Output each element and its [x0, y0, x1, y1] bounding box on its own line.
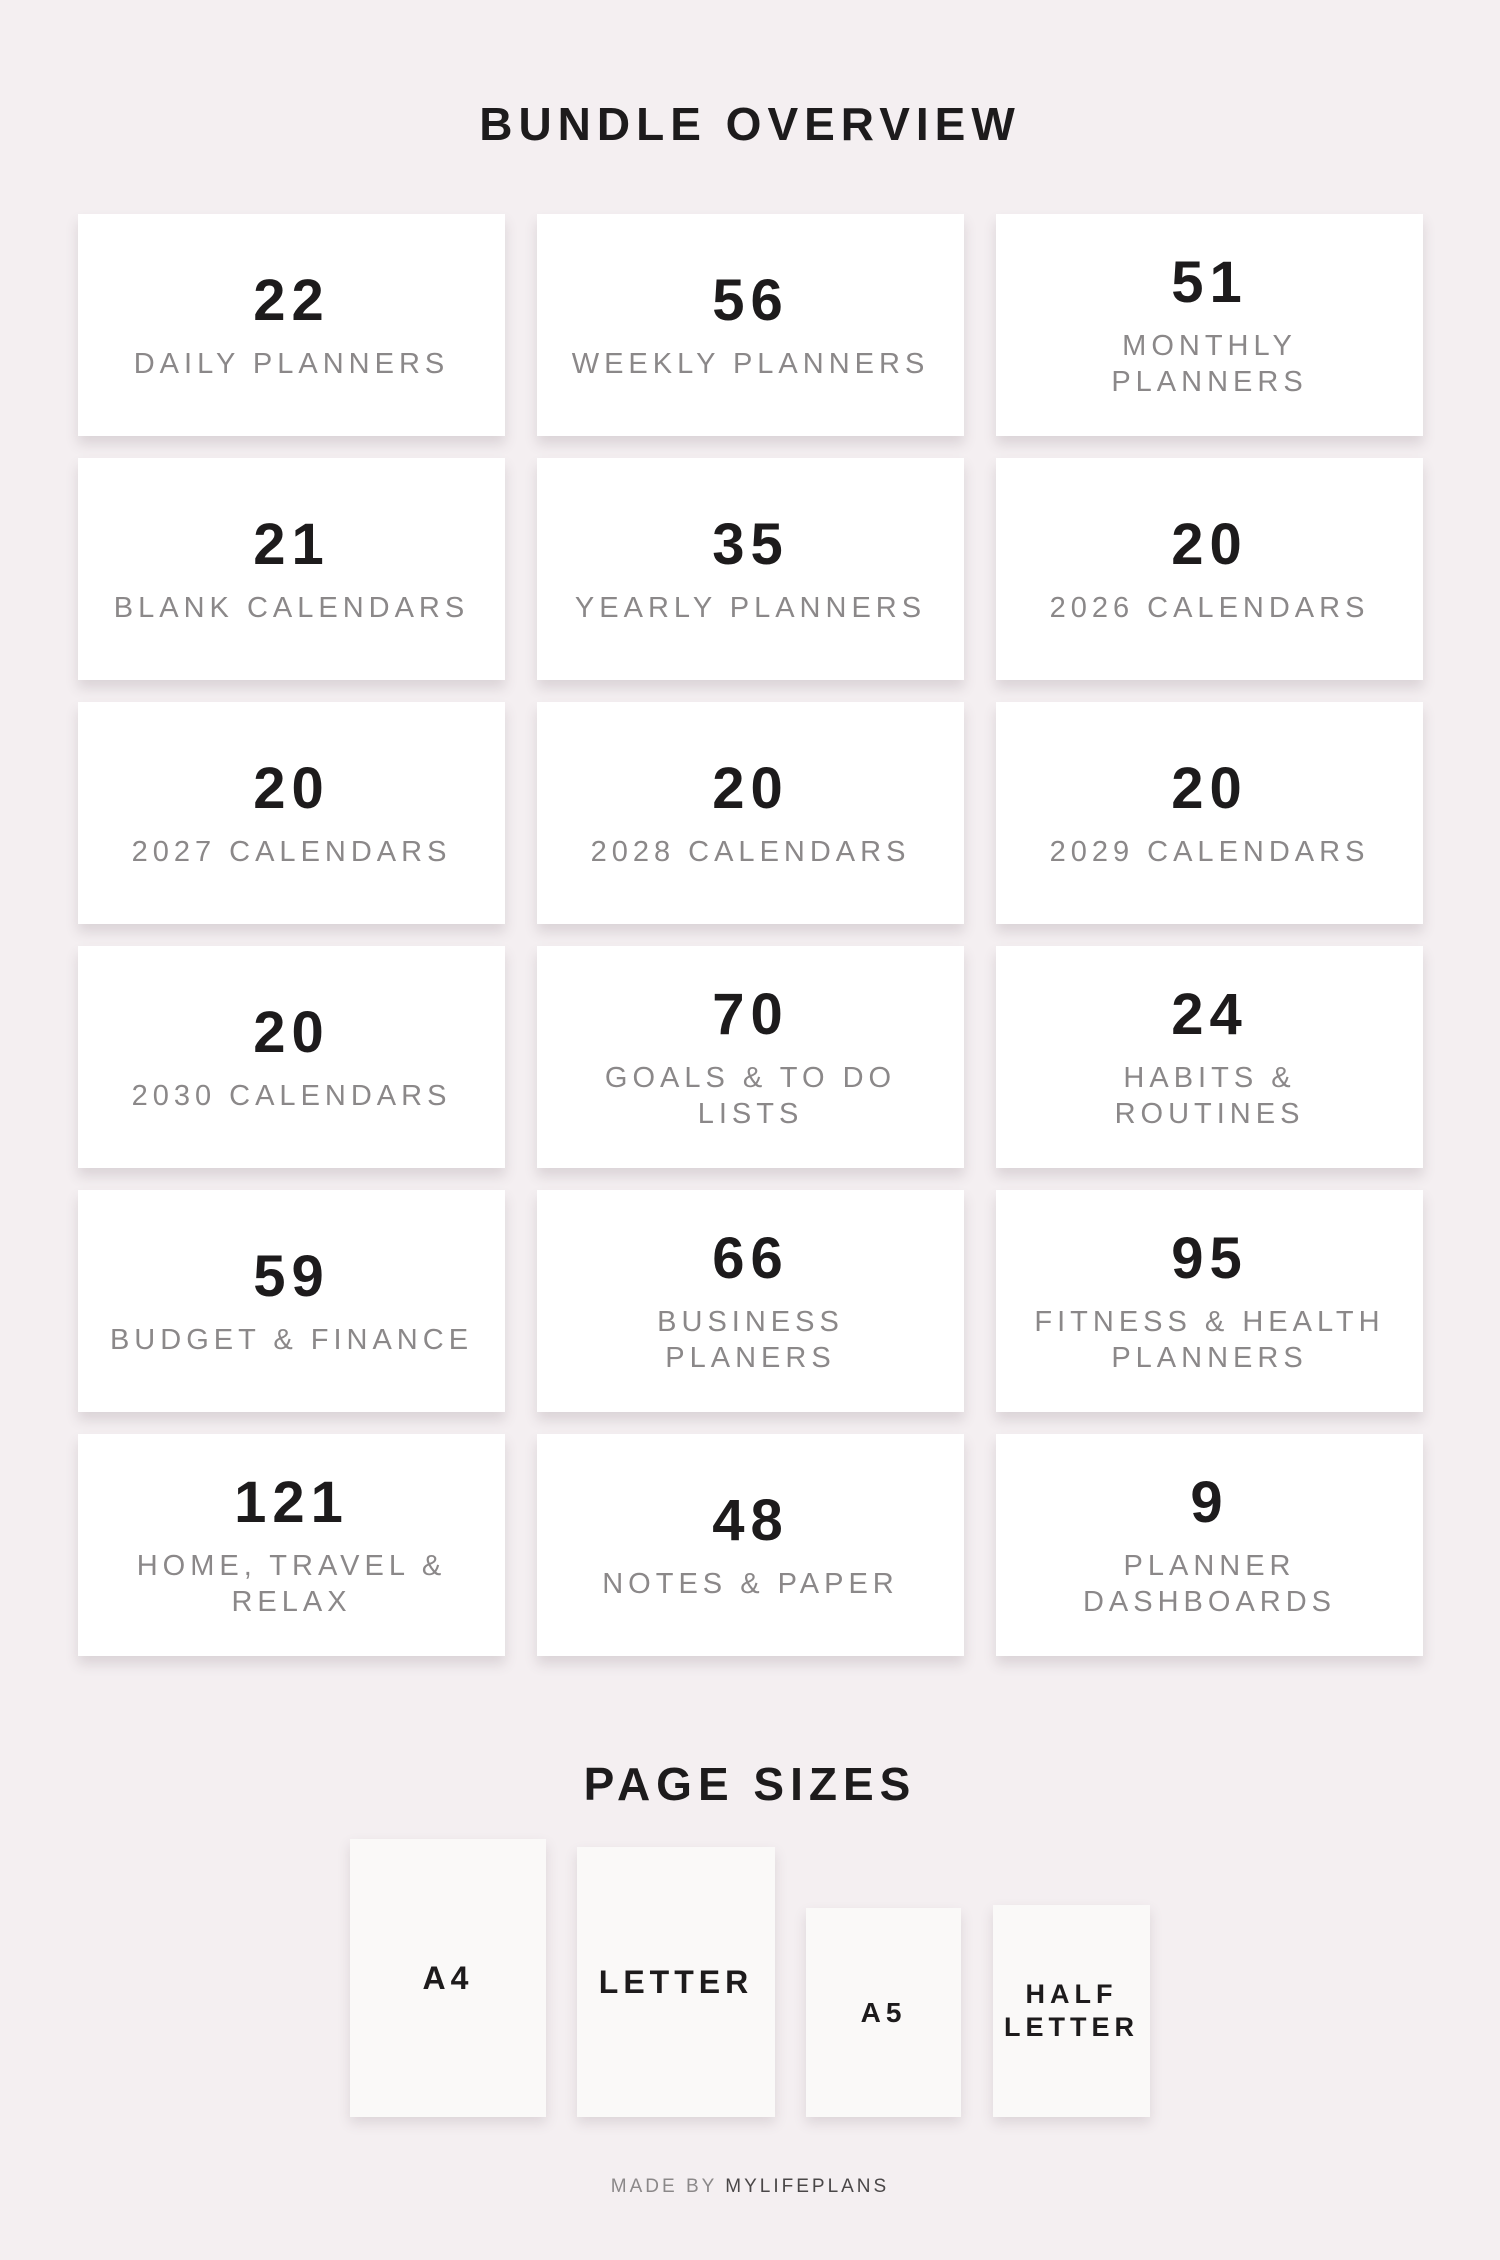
category-label: WEEKLY PLANNERS [571, 348, 930, 380]
page-size-a4 [350, 1839, 546, 2117]
category-card-daily-planners [78, 214, 505, 436]
category-label: MONTHLY PLANNERS [1111, 330, 1308, 398]
page-size-label [1004, 1978, 1139, 2044]
category-label: 2026 CALENDARS [1049, 592, 1370, 624]
category-count: 59 [253, 1244, 330, 1309]
category-label: BUDGET & FINANCE [109, 1324, 474, 1356]
page-size-label-line2: LETTER [1004, 2012, 1139, 2042]
category-label: 2030 CALENDARS [131, 1080, 452, 1112]
footer-credit [0, 2176, 1500, 2198]
footer-prefix: MADE BY [610, 2176, 717, 2197]
category-label: DAILY PLANNERS [133, 348, 450, 380]
category-card-2027-calendars [78, 702, 505, 924]
category-label: NOTES & PAPER [602, 1568, 899, 1600]
category-label: FITNESS & HEALTH PLANNERS [1034, 1306, 1385, 1374]
category-card-blank-calendars [78, 458, 505, 680]
category-card-2029-calendars [996, 702, 1423, 924]
page-size-label-line1: HALF [1025, 1979, 1118, 2009]
category-card-notes-paper [537, 1434, 964, 1656]
category-count: 95 [1171, 1226, 1248, 1291]
bundle-category-grid [78, 214, 1423, 1656]
category-count: 51 [1171, 250, 1248, 315]
page-size-label: A4 [422, 1959, 474, 1996]
category-count: 24 [1171, 982, 1248, 1047]
page-size-a5 [806, 1908, 961, 2117]
category-card-planner-dashboards [996, 1434, 1423, 1656]
footer-brand: MYLIFEPLANS [725, 2176, 890, 2197]
category-card-monthly-planners [996, 214, 1423, 436]
category-count: 20 [253, 756, 330, 821]
category-label: 2029 CALENDARS [1049, 836, 1370, 868]
category-count: 9 [1190, 1470, 1229, 1535]
category-label: YEARLY PLANNERS [574, 592, 927, 624]
category-count: 121 [234, 1470, 349, 1535]
category-label: BLANK CALENDARS [113, 592, 470, 624]
category-card-business-planers [537, 1190, 964, 1412]
bundle-overview-title: BUNDLE OVERVIEW [479, 98, 1021, 150]
category-count: 70 [712, 982, 789, 1047]
category-count: 35 [712, 512, 789, 577]
page-size-label: A5 [860, 1996, 907, 2028]
category-label: 2027 CALENDARS [131, 836, 452, 868]
page-size-letter [577, 1847, 775, 2117]
page-size-half-letter [993, 1905, 1150, 2117]
category-card-fitness-health-planners [996, 1190, 1423, 1412]
category-label: 2028 CALENDARS [590, 836, 911, 868]
category-card-home-travel-relax [78, 1434, 505, 1656]
category-count: 20 [712, 756, 789, 821]
category-card-2030-calendars [78, 946, 505, 1168]
category-count: 48 [712, 1488, 789, 1553]
category-label: HOME, TRAVEL & RELAX [136, 1550, 447, 1618]
category-count: 21 [253, 512, 330, 577]
category-count: 66 [712, 1226, 789, 1291]
page-sizes-title: PAGE SIZES [583, 1758, 917, 1810]
category-count: 22 [253, 268, 330, 333]
category-count: 20 [1171, 512, 1248, 577]
category-card-2028-calendars [537, 702, 964, 924]
category-card-habits-routines [996, 946, 1423, 1168]
page-size-label: LETTER [598, 1963, 754, 2000]
category-card-budget-finance [78, 1190, 505, 1412]
category-count: 20 [1171, 756, 1248, 821]
category-card-yearly-planners [537, 458, 964, 680]
category-count: 20 [253, 1000, 330, 1065]
category-label: PLANNER DASHBOARDS [1082, 1550, 1337, 1618]
category-label: HABITS & ROUTINES [1114, 1062, 1305, 1130]
category-label: BUSINESS PLANERS [657, 1306, 844, 1374]
category-card-weekly-planners [537, 214, 964, 436]
category-card-2026-calendars [996, 458, 1423, 680]
category-label: GOALS & TO DO LISTS [604, 1062, 897, 1130]
category-card-goals-to-do-lists [537, 946, 964, 1168]
category-count: 56 [712, 268, 789, 333]
